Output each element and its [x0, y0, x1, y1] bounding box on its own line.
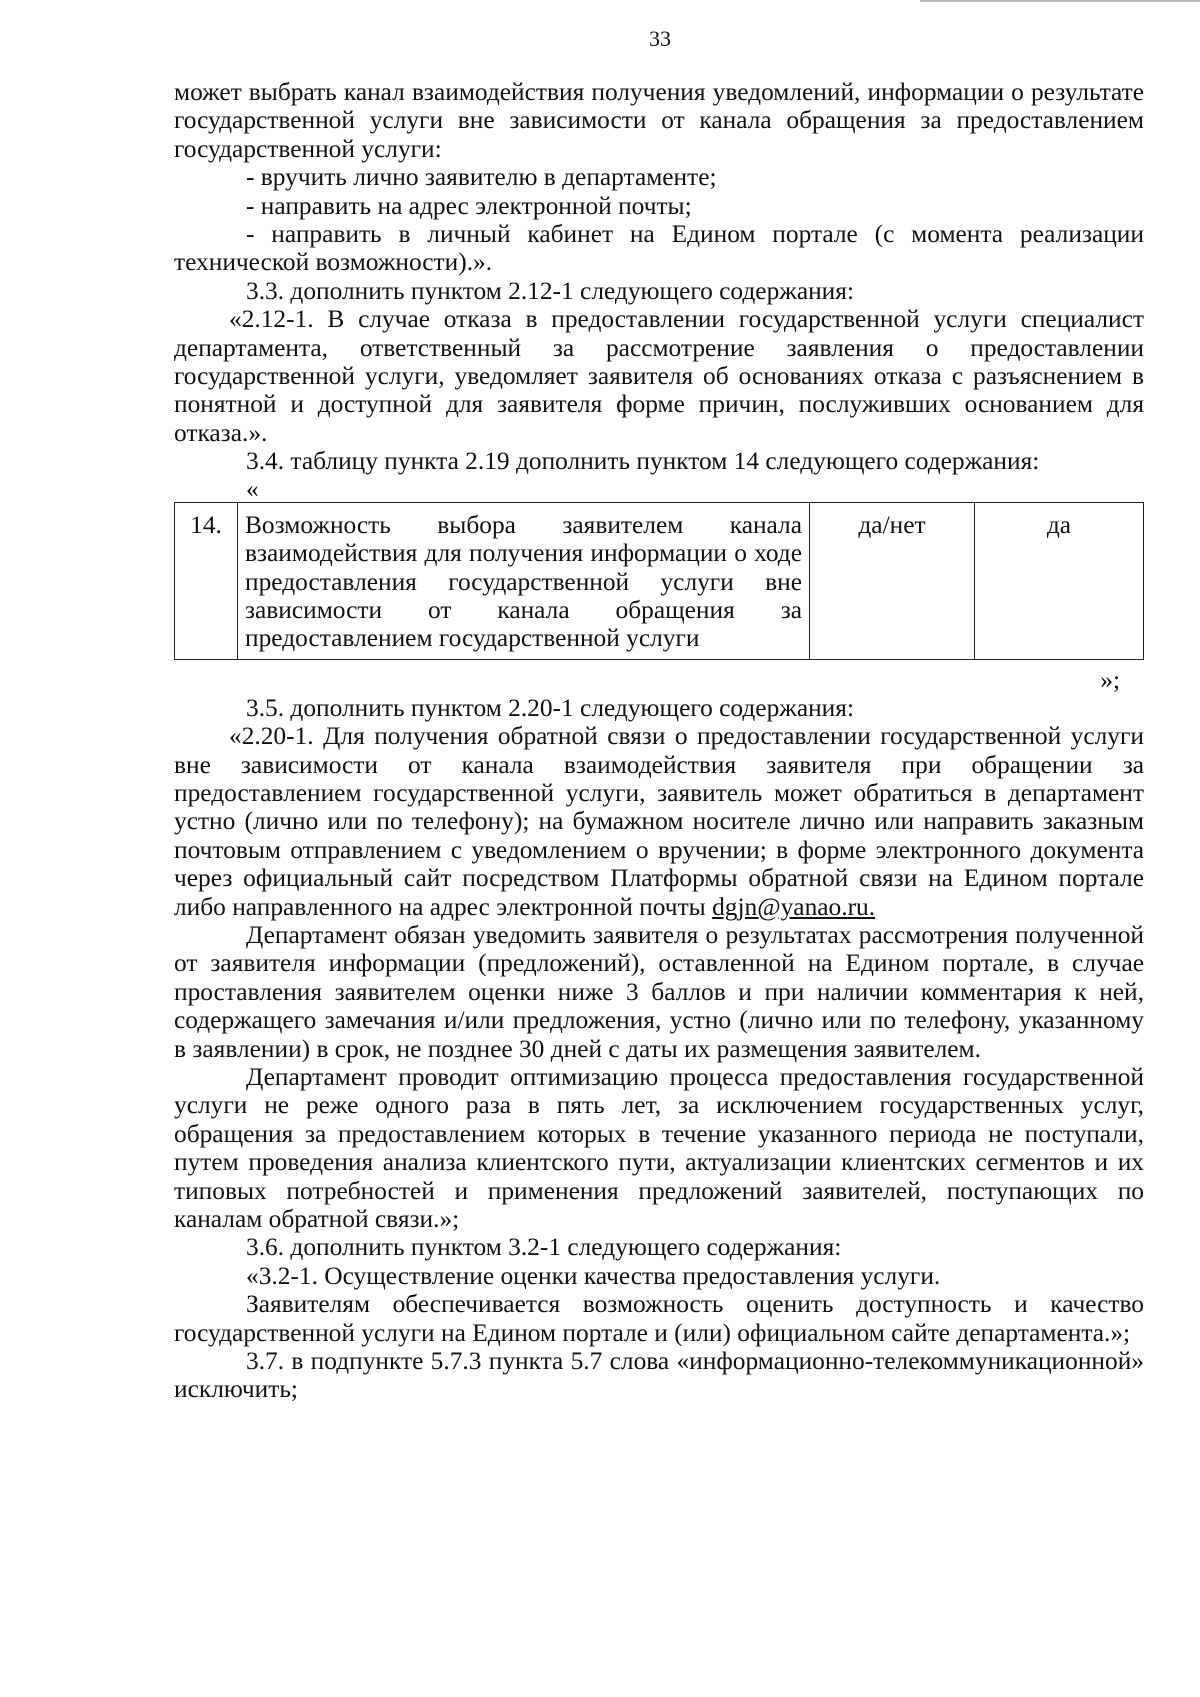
paragraph-2-20-1-text: «2.20-1. Для получения обратной связи о предоставлении государственной услуги вне зависимости от канала взаимодействия заявителя при обращении за предоставлением государственной услуги, заявитель может обратиться в департамент устно (лично или по телефону); на бумажном носителе лично или направить заказным почтовым отправлением с уведомлением о вручении; в форме электронного документа через официальный сайт посредством Платформы обратной связи на Едином портале либо направленного на адрес электронной почты [174, 722, 1144, 921]
paragraph-3-4: 3.4. таблицу пункта 2.19 дополнить пунктом 14 следующего содержания: [246, 447, 1040, 476]
table-row [175, 502, 1144, 659]
list-item-hand-deliver: - вручить лично заявителю в департаменте; [246, 163, 717, 192]
scan-edge-line [920, 0, 1200, 2]
list-item-personal-account: - направить в личный кабинет на Едином портале (с момента реализации технической возможности).». [174, 220, 1144, 277]
table-cell-value: да [975, 502, 1144, 659]
paragraph-3-3: 3.3. дополнить пунктом 2.12-1 следующего содержания: [246, 276, 854, 305]
table-close-quote: »; [1100, 665, 1120, 694]
paragraph-3-7: 3.7. в подпункте 5.7.3 пункта 5.7 слова «информационно-телекоммуникационной» исключить; [174, 1347, 1144, 1404]
table-open-quote: « [246, 474, 259, 503]
document-body [174, 78, 1144, 1404]
table-cell-unit: да/нет [810, 502, 975, 659]
paragraph-department-optimize: Департамент проводит оптимизацию процесса предоставления государственной услуги не реже одного раза в пять лет, за исключением государственных услуг, обращения за предоставлением которых в течение указанного периода не поступали, путем проведения анализа клиентского пути, актуализации клиентских сегментов и их типовых потребностей и применения предложений заявителей, поступающих по каналам обратной связи.»; [174, 1063, 1144, 1234]
paragraph-2-20-1 [174, 722, 1144, 921]
page-number: 33 [649, 26, 671, 51]
list-item-email: - направить на адрес электронной почты; [246, 191, 692, 220]
inserted-table [174, 502, 1144, 660]
table-cell-description: Возможность выбора заявителем канала взаимодействия для получения информации о ходе предоставления государственной услуги вне зависимости от канала обращения за предоставлением государственной услуги [238, 502, 810, 659]
paragraph-channel-intro: может выбрать канал взаимодействия получения уведомлений, информации о результате государственной услуги вне зависимости от канала обращения за предоставлением государственной услуги: [174, 78, 1144, 163]
email-link[interactable]: dgjn@yanao.ru. [712, 892, 876, 921]
paragraph-2-12-1: «2.12-1. В случае отказа в предоставлении государственной услуги специалист департамента, ответственный за рассмотрение заявления о предоставлении государственной услуги, уведомляет заявителя об основаниях отказа с разъяснением в понятной и доступной для заявителя форме причин, послуживших основанием для отказа.». [174, 305, 1144, 447]
paragraph-3-2-1: «3.2-1. Осуществление оценки качества предоставления услуги. [246, 1261, 941, 1290]
paragraph-quality-assessment: Заявителям обеспечивается возможность оценить доступность и качество государственной услуги на Едином портале и (или) официальном сайте департамента.»; [174, 1290, 1144, 1347]
paragraph-department-notify: Департамент обязан уведомить заявителя о результатах рассмотрения полученной от заявителя информации (предложений), оставленной на Едином портале, в случае проставления заявителем оценки ниже 3 баллов и при наличии комментария к ней, содержащего замечания и/или предложения, устно (лично или по телефону, указанному в заявлении) в срок, не позднее 30 дней с даты их размещения заявителем. [174, 920, 1144, 1063]
paragraph-3-5: 3.5. дополнить пунктом 2.20-1 следующего содержания: [246, 693, 854, 722]
table-cell-number: 14. [175, 502, 238, 659]
paragraph-3-6: 3.6. дополнить пунктом 3.2-1 следующего содержания: [246, 1233, 842, 1262]
